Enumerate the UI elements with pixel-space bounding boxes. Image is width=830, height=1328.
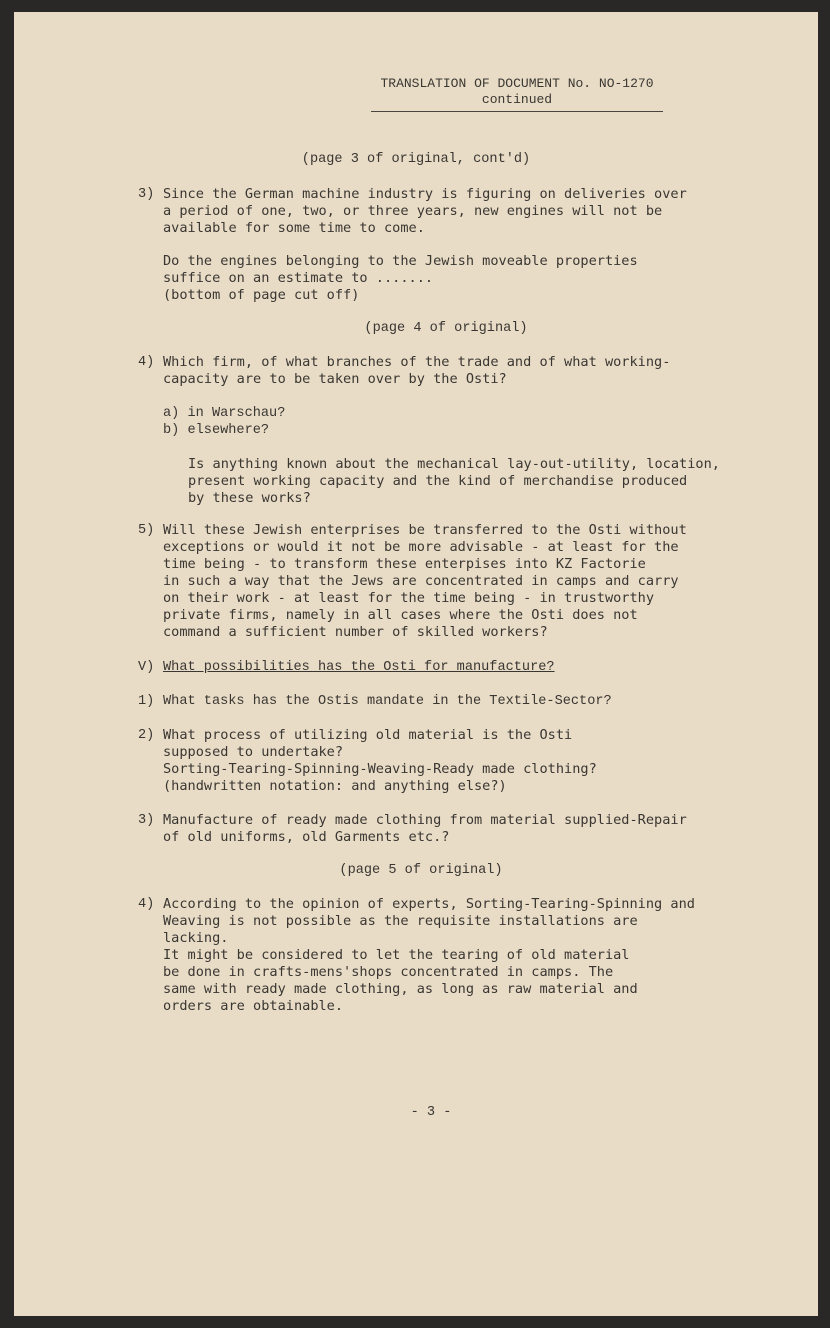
document-subtitle: continued — [481, 92, 553, 107]
document-header — [371, 76, 663, 112]
section-number: V) — [138, 660, 155, 675]
item-text: Manufacture of ready made clothing from material supplied-Repair of old uniforms, old Garments etc.? — [163, 812, 687, 845]
item-number: 3) — [138, 187, 155, 202]
item-text: Will these Jewish enterprises be transferred to the Osti without exceptions or would it not be more advisable - at least for the time being - to transform these enterpises into KZ Factorie in such a way that the Jews are concentrated in camps and carry on their work - at least for the time being - in trustworthy private firms, namely in all cases where the Osti does not command a sufficient number of skilled workers? — [163, 522, 687, 640]
item-number: 4) — [138, 897, 155, 912]
item-number: 3) — [138, 813, 155, 828]
page-marker-4: (page 4 of original) — [364, 321, 528, 336]
item-question: Is anything known about the mechanical lay-out-utility, location, present working capacity and the kind of merchandise produced by these works? — [188, 456, 720, 506]
item-number: 2) — [138, 728, 155, 743]
page-marker-3: (page 3 of original, cont'd) — [301, 152, 531, 167]
item-text: Since the German machine industry is figuring on deliveries over a period of one, two, or three years, new engines will not be available for some time to come. — [163, 186, 687, 236]
sub-item-a: a) in Warschau? — [163, 406, 286, 421]
page-number: - 3 - — [410, 1105, 452, 1120]
item-number: 1) — [138, 694, 155, 709]
item-number: 4) — [138, 355, 155, 370]
item-text: What tasks has the Ostis mandate in the Textile-Sector? — [163, 694, 612, 709]
document-title: TRANSLATION OF DOCUMENT No. NO-1270 — [380, 76, 654, 91]
item-text: According to the opinion of experts, Sorting-Tearing-Spinning and Weaving is not possible as the requisite installations are lacking. It might be considered to let the tearing of old material be done in crafts-mens'shops concentrated in camps. The same with ready made clothing, as long as raw material and orders are obtainable. — [163, 896, 695, 1014]
page-marker-5: (page 5 of original) — [339, 863, 503, 878]
document-page — [14, 12, 818, 1316]
item-number: 5) — [138, 523, 155, 538]
item-text: Which firm, of what branches of the trade and of what working- capacity are to be taken over by the Osti? — [163, 354, 671, 387]
sub-item-b: b) elsewhere? — [163, 423, 270, 438]
item-text: What process of utilizing old material is the Osti supposed to undertake? Sorting-Tearing-Spinning-Weaving-Ready made clothing? (handwritten notation: and anything else?) — [163, 727, 597, 794]
item-question: Do the engines belonging to the Jewish moveable properties suffice on an estimate to ....... (bottom of page cut off) — [163, 253, 638, 303]
section-heading: What possibilities has the Osti for manufacture? — [163, 660, 555, 675]
